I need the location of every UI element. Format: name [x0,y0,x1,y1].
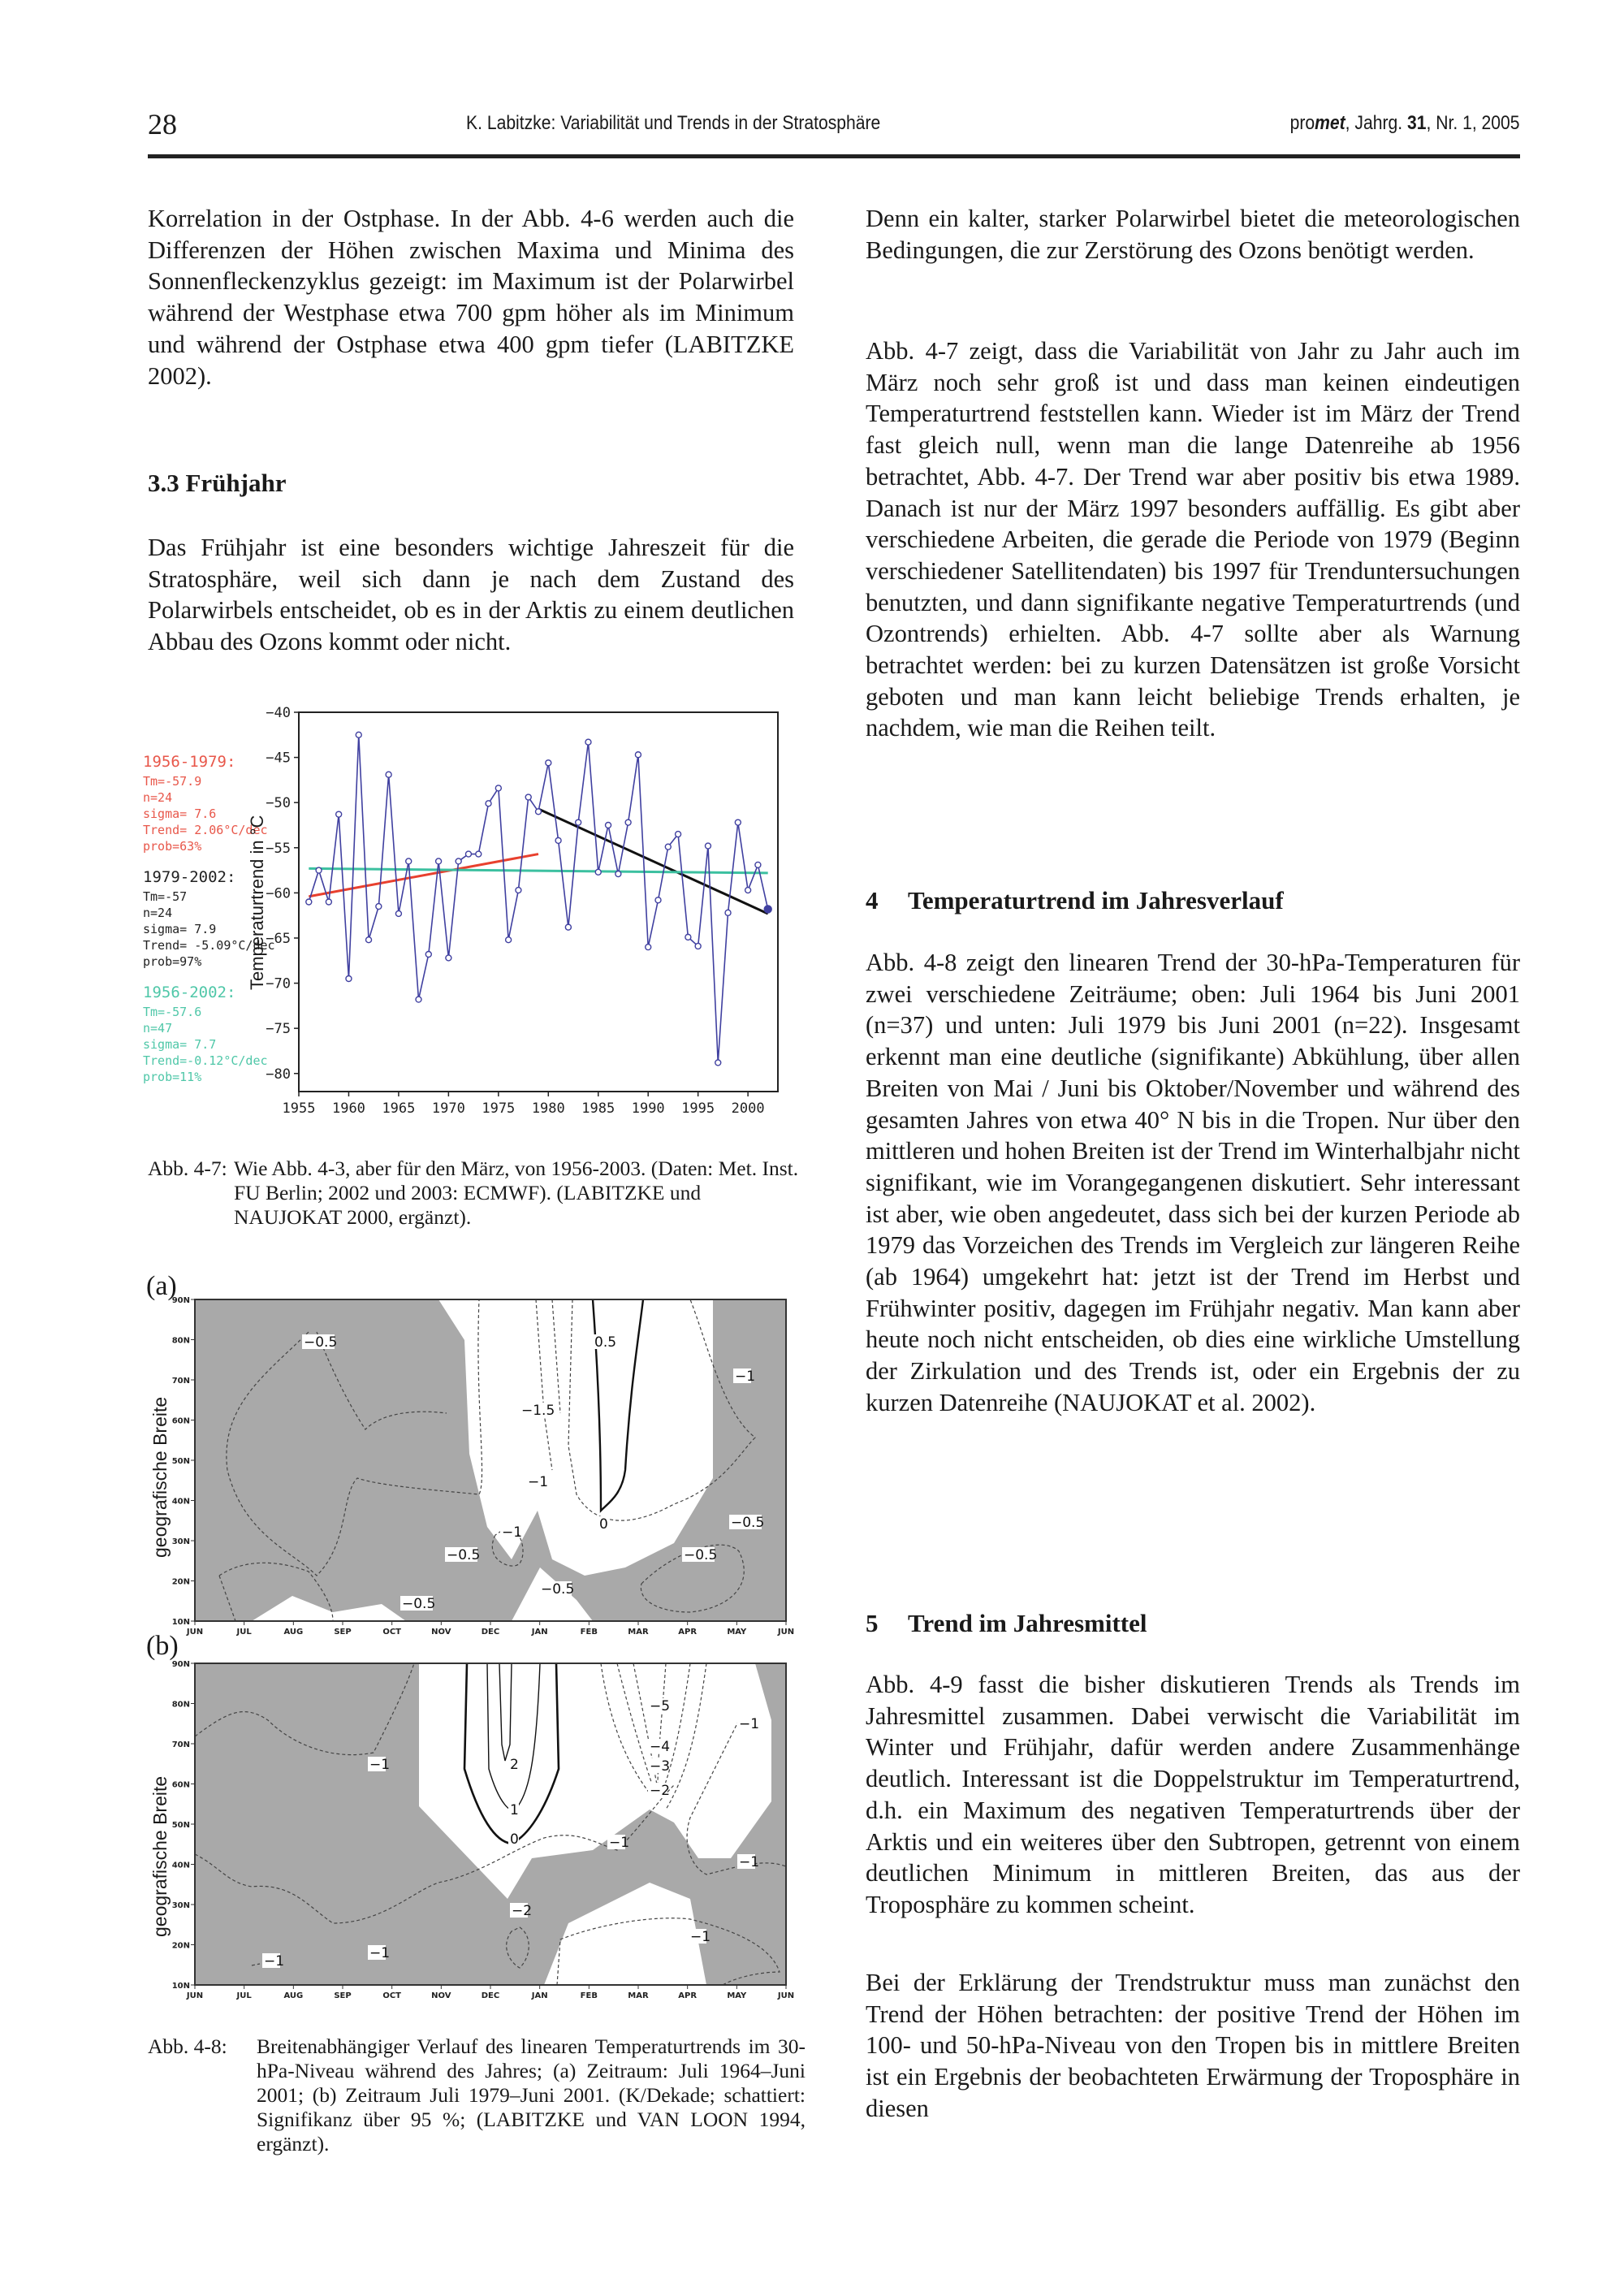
paragraph: Abb. 4-9 fasst die bisher diskutieren Trends als Trends im Jahresmittel zusammen. Dabei verwischt die Variabilität im Winter und Frühjahr, dafür werden andere Zusammenhänge deutlich. Interessant ist die Doppelstruktur im Temperaturtrend, d.h. ein Maximum des negativen Temperaturtrends über der Arktis und ein weiteres über den Subtropen, getrennt von einem deutlichen Minimum in mittleren Breiten, das aus der Troposphäre zu kommen scheint. [866,1671,1520,1918]
right-column-para3 [866,947,1520,1419]
svg-text:50N: 50N [171,1821,190,1830]
svg-text:JAN: JAN [531,1628,548,1637]
svg-text:JUL: JUL [236,1628,252,1637]
contour-plot-a [171,1291,804,1649]
svg-text:DEC: DEC [481,1628,500,1637]
y-axis-label-b: geografische Breite [149,1775,171,1937]
svg-text:1980: 1980 [531,1100,565,1117]
svg-text:−1: −1 [528,1474,549,1490]
svg-text:−5: −5 [650,1698,671,1714]
paragraph: Bei der Erklärung der Trendstruktur muss man zunächst den Trend der Höhen betrachten: der positive Trend der Höhen im 100- und 50-hPa-Niveau von den Tropen bis in mittlere Breiten ist ein Ergebnis der beobachteten Erwärmung der Troposphäre in diesen [866,1969,1520,2122]
svg-text:DEC: DEC [481,1991,500,2000]
svg-text:FEB: FEB [580,1991,598,2000]
svg-text:−1: −1 [739,1854,760,1870]
svg-text:40N: 40N [171,1497,190,1507]
svg-text:10N: 10N [171,1618,190,1627]
svg-text:JUN: JUN [777,1628,795,1637]
svg-text:30N: 30N [171,1537,190,1546]
svg-text:−60: −60 [266,885,291,902]
svg-text:80N: 80N [171,1336,190,1346]
svg-text:−1: −1 [369,1945,391,1961]
svg-text:AUG: AUG [283,1628,304,1637]
svg-text:AUG: AUG [283,1991,304,2000]
svg-text:50N: 50N [171,1457,190,1466]
svg-text:JUN: JUN [777,1991,795,2000]
svg-text:OCT: OCT [382,1991,402,2000]
svg-text:JUL: JUL [236,1991,252,2000]
svg-text:−1: −1 [609,1835,630,1851]
svg-text:JUN: JUN [186,1628,204,1637]
right-column-para2 [866,335,1520,744]
contour-plot-b [171,1655,804,2013]
svg-text:−1: −1 [502,1524,523,1541]
right-column-para5 [866,1967,1520,2125]
y-axis-label: Temperaturtrend in °C [247,815,267,990]
svg-text:−2: −2 [512,1903,533,1919]
svg-text:−0.5: −0.5 [304,1334,338,1351]
figure-4-8-caption: Abb. 4-8: Breitenabhängiger Verlauf des linearen Temperaturtrends im 30-hPa-Niveau während des Jahres; (a) Zeitraum: Juli 1964–Juni 2001; (b) Zeitraum Juli 1979–Juni 2001. (K/Dekade; schattiert: Signifikanz über 95 %; (LABITZKE und VAN LOON 1994, ergänzt). [148,2034,806,2155]
svg-text:30N: 30N [171,1901,190,1910]
svg-text:80N: 80N [171,1700,190,1710]
left-column-para2 [148,532,794,658]
svg-text:1995: 1995 [681,1100,715,1117]
svg-text:−1: −1 [739,1716,760,1732]
svg-text:1985: 1985 [581,1100,615,1117]
svg-text:70N: 70N [171,1740,190,1749]
svg-text:1990: 1990 [631,1100,665,1117]
svg-text:−1: −1 [690,1929,711,1945]
svg-text:1975: 1975 [482,1100,516,1117]
page-number: 28 [148,108,177,141]
y-axis-label-a: geografische Breite [149,1396,171,1558]
svg-text:1970: 1970 [431,1100,465,1117]
svg-text:−0.5: −0.5 [541,1581,575,1598]
svg-text:0: 0 [510,1831,519,1848]
svg-text:−4: −4 [650,1739,671,1755]
svg-text:−2: −2 [650,1783,671,1799]
svg-text:10N: 10N [171,1982,190,1991]
figure-4-7-caption: Abb. 4-7: Wie Abb. 4-3, aber für den März, von 1956-2003. (Daten: Met. Inst. FU Berlin; 2002 und 2003: ECMWF). (LABITZKE und NAUJOKAT 2000, ergänzt). [148,1157,799,1229]
svg-text:0.5: 0.5 [594,1334,617,1351]
stats-1956-1979: 1956-1979: Tm=-57.9 n=24 sigma= 7.6 Trend= 2.06°C/dec prob=63% [143,753,268,854]
figure-4-7 [143,702,809,1157]
svg-text:JAN: JAN [531,1991,548,2000]
svg-text:OCT: OCT [382,1628,402,1637]
running-header [148,107,1520,140]
svg-text:1960: 1960 [331,1100,365,1117]
svg-text:2000: 2000 [731,1100,765,1117]
paragraph: Denn ein kalter, starker Polarwirbel bietet die meteorologischen Bedingungen, die zur Zerstörung des Ozons benötigt werden. [866,205,1520,264]
svg-text:APR: APR [678,1628,698,1637]
svg-text:−80: −80 [266,1066,291,1083]
svg-text:1965: 1965 [382,1100,416,1117]
svg-text:60N: 60N [171,1780,190,1790]
svg-text:−0.5: −0.5 [447,1547,481,1563]
svg-text:−3: −3 [650,1758,671,1775]
right-column-para1 [866,203,1520,266]
svg-text:−55: −55 [266,840,291,857]
svg-text:20N: 20N [171,1577,190,1587]
svg-text:90N: 90N [171,1296,190,1305]
svg-text:FEB: FEB [580,1628,598,1637]
svg-text:0: 0 [599,1516,608,1533]
line-chart [143,702,809,1157]
svg-text:NOV: NOV [431,1628,451,1637]
svg-text:20N: 20N [171,1941,190,1951]
svg-text:90N: 90N [171,1660,190,1669]
svg-text:−0.5: −0.5 [731,1515,765,1531]
svg-text:70N: 70N [171,1377,190,1386]
svg-text:MAR: MAR [628,1991,649,2000]
svg-text:−0.5: −0.5 [402,1596,436,1612]
paragraph: Das Frühjahr ist eine besonders wichtige Jahreszeit für die Stratosphäre, weil sich dann je nach dem Zustand des Polarwirbels entscheidet, ob es in der Arktis zu einem deutlichen Abbau des Ozons kommt oder nicht. [148,534,794,656]
svg-text:MAY: MAY [727,1991,747,2000]
svg-text:−40: −40 [266,705,291,721]
running-title: K. Labitzke: Variabilität und Trends in der Stratosphäre [466,112,881,134]
svg-text:−1: −1 [264,1953,285,1970]
svg-text:60N: 60N [171,1416,190,1426]
svg-text:JUN: JUN [186,1991,204,2000]
svg-text:SEP: SEP [334,1991,352,2000]
svg-text:−1: −1 [735,1369,756,1385]
svg-text:1: 1 [510,1802,519,1818]
svg-text:−0.5: −0.5 [684,1547,718,1563]
svg-text:SEP: SEP [334,1628,352,1637]
left-column-top [148,203,794,391]
svg-text:APR: APR [678,1991,698,2000]
panel-b-label: (b) [146,1631,179,1661]
paragraph: Abb. 4-7 zeigt, dass die Variabilität von Jahr zu Jahr auch im März noch sehr groß ist und dass man keinen eindeutigen Temperaturtrend feststellen kann. Wieder ist im März der Trend fast gleich null, wenn man die lange Datenreihe ab 1956 betrachtet, Abb. 4-7. Der Trend war aber positiv bis etwa 1989. Danach ist nur der März 1997 besonders auffällig. Es gibt aber verschiedene Arbeiten, die gerade die Periode von 1979 (Beginn verschiedener Satellitendaten) bis 1997 für Trenduntersuchungen benutzten, und dann signifikante negative Temperaturtrends (und Ozontrends) erhielten. Abb. 4-7 sollte aber als Warnung betrachtet werden: bei zu kurzen Datensätzen ist große Vorsicht geboten und man kann leicht beliebige Trends erhalten, je nachdem, wie man die Reihen teilt. [866,337,1520,742]
svg-text:−75: −75 [266,1021,291,1038]
right-column-para4 [866,1669,1520,1921]
svg-text:2: 2 [510,1757,519,1773]
svg-text:MAY: MAY [727,1628,747,1637]
svg-text:−45: −45 [266,750,291,767]
paragraph: Korrelation in der Ostphase. In der Abb. 4-6 werden auch die Differenzen der Höhen zwischen Maxima und Minima des Sonnenfleckenzyklus gezeigt: im Maximum ist der Polarwirbel während der Westphase etwa 700 gpm höher als im Minimum und während der Ostphase etwa 400 gpm tiefer (LABITZKE 2002). [148,205,794,390]
svg-text:−50: −50 [266,795,291,812]
section-heading-5: 5 Trend im Jahresmittel [866,1609,1147,1637]
header-rule [148,154,1520,158]
panel-a-label: (a) [146,1271,177,1301]
svg-text:MAR: MAR [628,1628,649,1637]
svg-text:−70: −70 [266,975,291,992]
stats-1956-2002: 1956-2002: Tm=-57.6 n=47 sigma= 7.7 Trend=-0.12°C/dec prob=11% [143,984,268,1084]
journal-reference: promet, Jahrg. 31, Nr. 1, 2005 [1290,112,1520,134]
svg-text:1955: 1955 [282,1100,316,1117]
svg-text:40N: 40N [171,1861,190,1870]
paragraph: Abb. 4-8 zeigt den linearen Trend der 30-hPa-Temperaturen für zwei verschiedene Zeiträume; oben: Juli 1964 bis Juni 2001 (n=37) und unten: Juli 1979 bis Juni 2001 (n=22). Insgesamt erkennt man eine deutliche (signifikante) Abkühlung, über allen Breiten von Mai / Juni bis Oktober/November und während des gesamten Jahres von etwa 40° N bis in die Tropen. Nur über den mittleren und hohen Breiten ist der Trend im Winterhalbjahr nicht signifikant, wie im Vorangegangenen diskutiert. Sehr interessant ist aber, wie oben angedeutet, dass sich bei der kurzen Periode ab 1979 das Vorzeichen des Trends im Vergleich zur längeren Reihe (ab 1964) umgekehrt hat: jetzt ist der Trend im Herbst und Frühwinter positiv, dagegen im Frühjahr negativ. Man kann aber heute noch nicht entscheiden, ob dies eine wirkliche Umstellung der Zirkulation und des Trends ist, oder ein Ergebnis der zu kurzen Datenreihe (NAUJOKAT et al. 2002). [866,949,1520,1416]
stats-1979-2002: 1979-2002: Tm=-57 n=24 sigma= 7.9 Trend= -5.09°C/dec prob=97% [143,868,275,969]
svg-text:NOV: NOV [431,1991,451,2000]
svg-text:−65: −65 [266,930,291,947]
section-heading-3-3: 3.3 Frühjahr [148,469,287,497]
svg-text:−1: −1 [369,1757,391,1773]
svg-text:−1.5: −1.5 [521,1403,555,1419]
section-heading-4: 4 Temperaturtrend im Jahresverlauf [866,886,1284,915]
